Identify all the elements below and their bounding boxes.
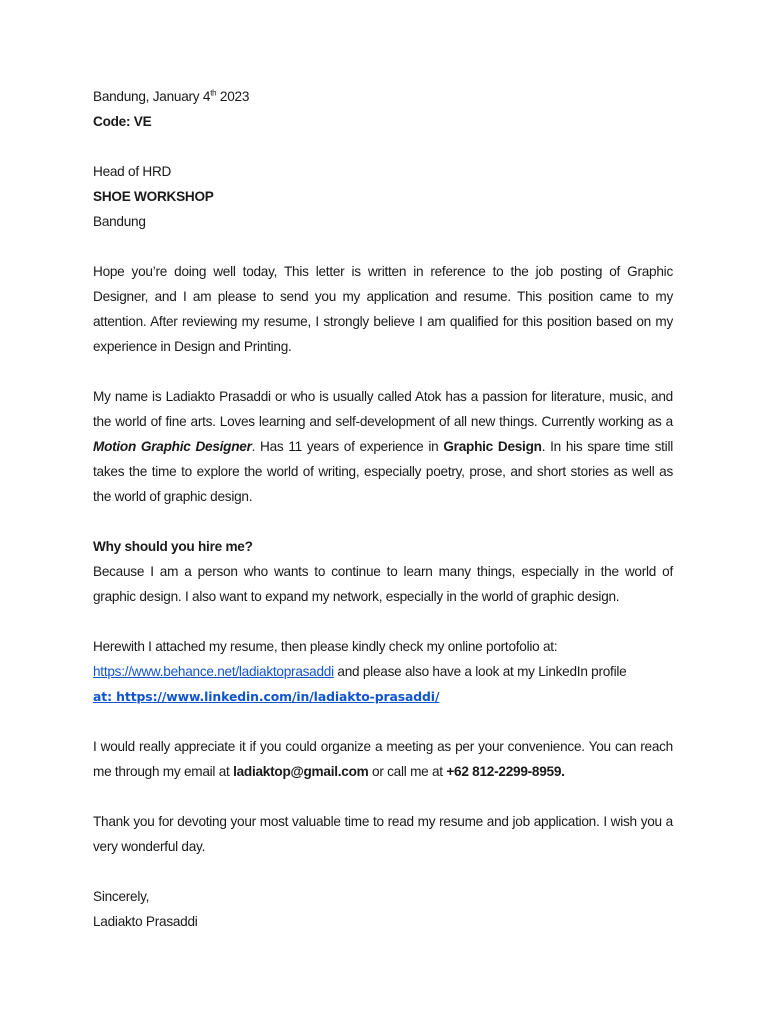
signer-name: Ladiakto Prasaddi [93,914,198,929]
contact-text-1: I would really appreciate it if you could organize a meeting as per your convenience. You can reach me through my email at [93,739,673,779]
about-text-1: My name is Ladiakto Prasaddi or who is usually called Atok has a passion for literature, music, and the world of fine arts. Loves learning and self-development of all new things. Currently working as a [93,389,673,429]
why-paragraph: Because I am a person who wants to continue to learn many things, especially in the world of graphic design. I also want to expand my network, especially in the world of graphic design. [93,564,673,604]
behance-link[interactable]: https://www.behance.net/ladiaktoprasaddi [93,664,334,679]
role-emphasis: Motion Graphic Designer [93,439,252,454]
salutation: Sincerely, [93,889,150,904]
linkedin-link[interactable]: at: https://www.linkedin.com/in/ladiakto-prasaddi/ [93,689,440,704]
date-line [93,84,673,109]
date-ordinal: th [210,88,217,98]
date-year: 2023 [216,89,250,104]
portfolio-line [93,659,673,684]
portfolio-intro: Herewith I attached my resume, then please kindly check my online portofolio at: [93,639,558,654]
intro-paragraph: Hope you’re doing well today, This letter is written in reference to the job posting of Graphic Designer, and I am please to send you my application and resume. This position came to my attention. After reviewing my resume, I strongly believe I am qualified for this position based on my experience in Design and Printing. [93,264,673,354]
linkedin-line [93,684,673,709]
code-line: Code: VE [93,114,152,129]
recipient-city: Bandung [93,214,146,229]
email-text: ladiaktop@gmail.com [233,764,369,779]
contact-text-2: or call me at [368,764,447,779]
phone-text: +62 812-2299-8959. [446,764,565,779]
about-paragraph [93,384,673,509]
field-emphasis: Graphic Design [443,439,542,454]
recipient-company: SHOE WORKSHOP [93,189,214,204]
why-heading: Why should you hire me? [93,539,253,554]
date-text: Bandung, January 4 [93,89,211,104]
about-text-3: . In his spare time still takes the time to explore the world of writing, especially poetry, prose, and short stories as well as the world of graphic design. [93,439,673,504]
contact-paragraph [93,734,673,784]
closing-paragraph: Thank you for devoting your most valuable time to read my resume and job application. I wish you a very wonderful day. [93,814,673,854]
portfolio-middle: and please also have a look at my LinkedIn profile [333,664,627,679]
recipient-title: Head of HRD [93,164,172,179]
letter-body [93,84,673,934]
about-text-2: . Has 11 years of experience in [251,439,444,454]
